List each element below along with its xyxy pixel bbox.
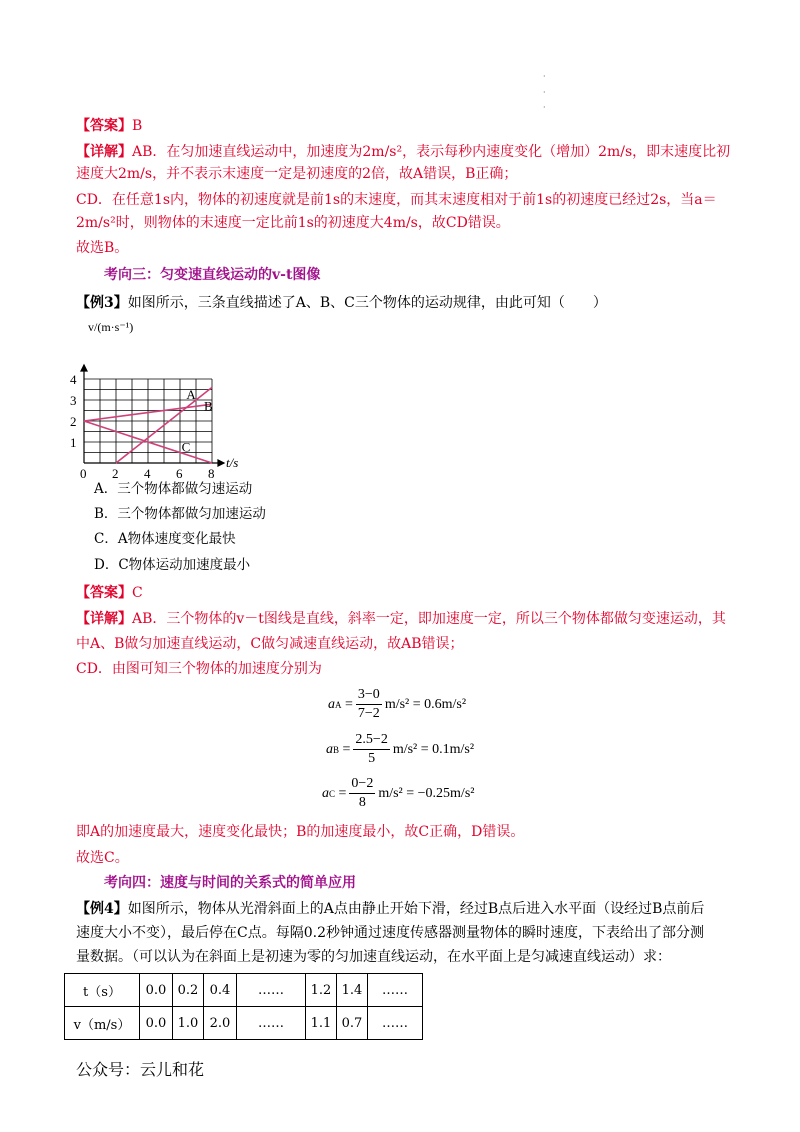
decor-dot: · bbox=[543, 72, 546, 81]
answer-line: 【答案】B bbox=[76, 118, 143, 134]
table-cell: 0.2 bbox=[173, 974, 204, 1007]
formula-c: a C = $\frac{0-2}{8}$ m/s² = −0.25m/s² bbox=[322, 776, 475, 810]
x-tick-label: 2 bbox=[112, 466, 119, 478]
table-cell: t（s） bbox=[65, 974, 140, 1007]
detail-line: 故选B。 bbox=[76, 240, 129, 256]
table-cell: 0.7 bbox=[337, 1007, 368, 1040]
option-b: B．三个物体都做匀加速运动 bbox=[94, 506, 266, 522]
option-d: D．C物体运动加速度最小 bbox=[94, 557, 251, 573]
y-axis-arrow bbox=[81, 365, 87, 371]
footer-text: 公众号：云儿和花 bbox=[76, 1060, 205, 1079]
x-tick-label: 8 bbox=[208, 466, 215, 478]
section-title: 考向三：匀变速直线运动的v-t图像 bbox=[104, 267, 321, 283]
data-table bbox=[64, 973, 423, 1040]
x-tick-label: 6 bbox=[176, 466, 183, 478]
table-row bbox=[65, 1007, 423, 1040]
y-tick-label: 2 bbox=[70, 414, 77, 429]
option-c: C．A物体速度变化最快 bbox=[94, 531, 236, 547]
x-tick-label: 4 bbox=[144, 466, 151, 478]
question-line: 速度大小不变），最后停在C点。每隔0.2秒钟通过速度传感器测量物体的瞬时速度，下表给出了部分测 bbox=[76, 925, 704, 941]
detail-line: 即A的加速度最大，速度变化最快；B的加速度最小，故C正确，D错误。 bbox=[76, 824, 525, 840]
table-cell: 0.4 bbox=[204, 974, 237, 1007]
detail-line: 【详解】AB．三个物体的v－t图线是直线，斜率一定，即加速度一定，所以三个物体都做匀变速运动，其 bbox=[76, 611, 726, 627]
table-cell: …… bbox=[237, 974, 306, 1007]
table-cell: 2.0 bbox=[204, 1007, 237, 1040]
detail-line: 中A、B做匀加速直线运动，C做匀减速直线运动，故AB错误； bbox=[76, 636, 464, 652]
detail-line: 速度大2m/s，并不表示末速度一定是初速度的2倍，故A错误，B正确； bbox=[76, 166, 518, 182]
table-cell: 1.2 bbox=[306, 974, 337, 1007]
vt-graph bbox=[66, 318, 256, 478]
table-cell: v（m/s） bbox=[65, 1007, 140, 1040]
series-label-A: A bbox=[186, 386, 196, 402]
table-cell: 0.0 bbox=[140, 1007, 173, 1040]
table-cell: 1.1 bbox=[306, 1007, 337, 1040]
detail-line: 2m/s²时，则物体的末速度一定比前1s的初速度大4m/s，故CD错误。 bbox=[76, 215, 510, 231]
series-label-C: C bbox=[181, 439, 191, 455]
detail-line: 故选C。 bbox=[76, 850, 129, 866]
formula-a: a A = $\frac{3-0}{7-2}$ m/s² = 0.6m/s² bbox=[328, 687, 467, 721]
x-tick-label: 0 bbox=[80, 466, 87, 478]
section-title: 考向四：速度与时间的关系式的简单应用 bbox=[104, 875, 356, 891]
detail-line: 【详解】AB．在匀加速直线运动中，加速度为2m/s²，表示每秒内速度变化（增加）2m/s，即末速度比初 bbox=[76, 144, 731, 160]
table-cell: 1.0 bbox=[173, 1007, 204, 1040]
x-axis-arrow bbox=[218, 460, 224, 466]
table-cell: …… bbox=[368, 974, 423, 1007]
y-tick-label: 4 bbox=[70, 372, 77, 387]
x-axis-label: t/s bbox=[226, 455, 239, 470]
table-cell: …… bbox=[237, 1007, 306, 1040]
table-cell: 1.4 bbox=[337, 974, 368, 1007]
series-label-B: B bbox=[204, 398, 213, 414]
table-row bbox=[65, 974, 423, 1007]
y-axis-label: v/(m·s⁻¹) bbox=[88, 320, 134, 334]
question-line: 【例4】如图所示，物体从光滑斜面上的A点由静止开始下滑，经过B点后进入水平面（设经过B点前后 bbox=[76, 901, 705, 917]
y-tick-label: 3 bbox=[70, 393, 77, 408]
question-line: 量数据。（可以认为在斜面上是初速为零的匀加速直线运动，在水平面上是匀减速直线运动）求： bbox=[76, 949, 671, 965]
detail-line: CD．由图可知三个物体的加速度分别为 bbox=[76, 661, 322, 677]
decor-dot: · bbox=[543, 103, 546, 112]
table-cell: 0.0 bbox=[140, 974, 173, 1007]
option-a: A．三个物体都做匀速运动 bbox=[94, 481, 253, 497]
question-line: 【例3】如图所示，三条直线描述了A、B、C三个物体的运动规律，由此可知（ ） bbox=[76, 295, 607, 311]
decor-dot: · bbox=[543, 88, 546, 97]
graph-axes bbox=[81, 365, 224, 466]
detail-line: CD．在任意1s内，物体的初速度就是前1s的末速度，而其末速度相对于前1s的初速度已经过2s，当a＝ bbox=[76, 192, 717, 208]
table-cell: …… bbox=[368, 1007, 423, 1040]
formula-b: a B = $\frac{2.5-2}{5}$ m/s² = 0.1m/s² bbox=[326, 732, 475, 766]
answer-line: 【答案】C bbox=[76, 585, 143, 601]
y-tick-label: 1 bbox=[70, 435, 77, 450]
